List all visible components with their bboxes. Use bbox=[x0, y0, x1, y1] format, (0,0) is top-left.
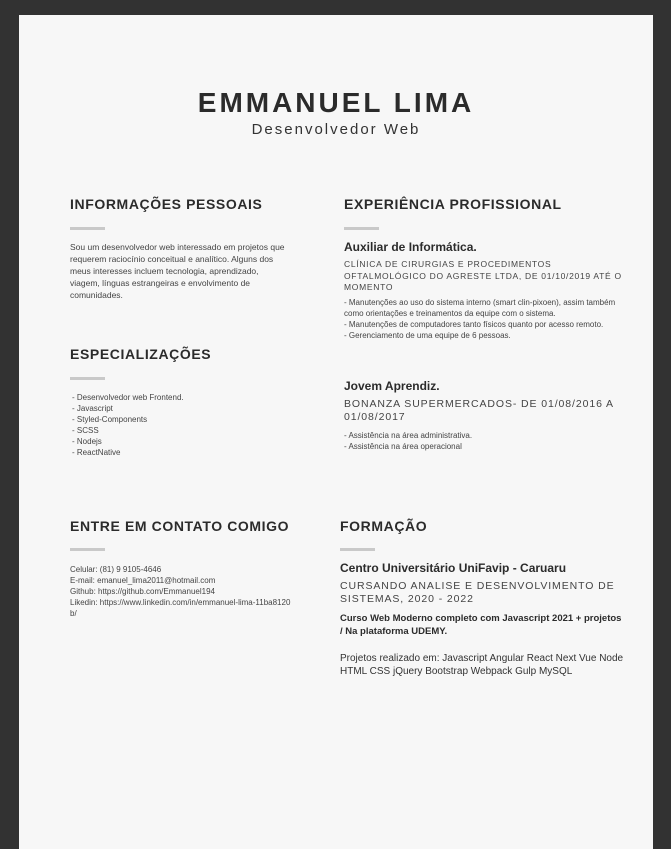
skills-list bbox=[72, 392, 272, 458]
contact-heading: ENTRE EM CONTATO COMIGO bbox=[70, 518, 290, 534]
job-title: Jovem Aprendiz. bbox=[344, 379, 440, 393]
resume-page bbox=[19, 15, 653, 849]
job-company: BONANZA SUPERMERCADOS- DE 01/08/2016 A 01/08/2017 bbox=[344, 398, 614, 423]
course-info: CURSANDO ANALISE E DESENVOLVIMENTO DE SISTEMAS, 2020 - 2022 bbox=[340, 580, 615, 605]
section-divider bbox=[70, 377, 105, 380]
section-divider bbox=[344, 227, 379, 230]
list-item: - Manutenções ao uso do sistema interno (smart clin-pixoen), assim também como orientações e treinamentos da equipe com o sistema. bbox=[344, 298, 616, 318]
list-item: - Manutenções de computadores tanto físicos quanto por acesso remoto. bbox=[344, 320, 604, 329]
contact-github[interactable]: Github: https://github.com/Emmanuel194 bbox=[70, 587, 215, 596]
skills-heading: ESPECIALIZAÇÕES bbox=[70, 346, 212, 362]
experience-heading: EXPERIÊNCIA PROFISSIONAL bbox=[344, 196, 562, 212]
contact-linkedin[interactable]: Likedin: https://www.linkedin.com/in/emmanuel-lima-11ba8120b/ bbox=[70, 598, 291, 618]
resume-role: Desenvolvedor Web bbox=[251, 121, 421, 138]
list-item: - Assistência na área administrativa. bbox=[344, 431, 473, 440]
list-item: - Nodejs bbox=[72, 437, 102, 446]
list-item: - SCSS bbox=[72, 426, 99, 435]
contact-list bbox=[70, 564, 295, 619]
section-divider bbox=[340, 548, 375, 551]
section-divider bbox=[70, 227, 105, 230]
contact-email[interactable]: E-mail: emanuel_lima2011@hotmail.com bbox=[70, 576, 216, 585]
list-item: - Assistência na área operacional bbox=[344, 442, 462, 451]
contact-phone: Celular: (81) 9 9105-4646 bbox=[70, 565, 162, 574]
job-title: Auxiliar de Informática. bbox=[344, 240, 477, 254]
list-item: - Desenvolvedor web Frontend. bbox=[72, 393, 184, 402]
personal-info-heading: INFORMAÇÕES PESSOAIS bbox=[70, 196, 263, 212]
job-company: CLÍNICA DE CIRURGIAS E PROCEDIMENTOS OFTALMOLÓGICO DO AGRESTE LTDA, DE 01/10/2019 ATÉ O MOMENTO bbox=[344, 259, 622, 292]
job-duties-list bbox=[344, 430, 624, 452]
education-heading: FORMAÇÃO bbox=[340, 518, 428, 534]
list-item: - Styled-Components bbox=[72, 415, 148, 424]
personal-info-text: Sou um desenvolvedor web interessado em projetos que requerem raciocínio conceitual e analítico. Alguns dos meus interesses incluem tecnologia, aprendizado, viagem, línguas estrangeiras e envolvimento de comunidades. bbox=[70, 242, 285, 300]
list-item: - Javascript bbox=[72, 404, 113, 413]
resume-name: EMMANUEL LIMA bbox=[197, 87, 475, 118]
job-duties-list bbox=[344, 297, 624, 341]
list-item: - ReactNative bbox=[72, 448, 121, 457]
section-divider bbox=[70, 548, 105, 551]
list-item: - Gerenciamento de uma equipe de 6 pessoas. bbox=[344, 331, 511, 340]
projects-technologies: Projetos realizado em: Javascript Angular React Next Vue Node HTML CSS jQuery Bootstrap Webpack Gulp MySQL bbox=[340, 653, 624, 677]
school-name: Centro Universitário UniFavip - Caruaru bbox=[340, 561, 567, 575]
extra-course: Curso Web Moderno completo com Javascript 2021 + projetos / Na plataforma UDEMY. bbox=[340, 613, 622, 637]
